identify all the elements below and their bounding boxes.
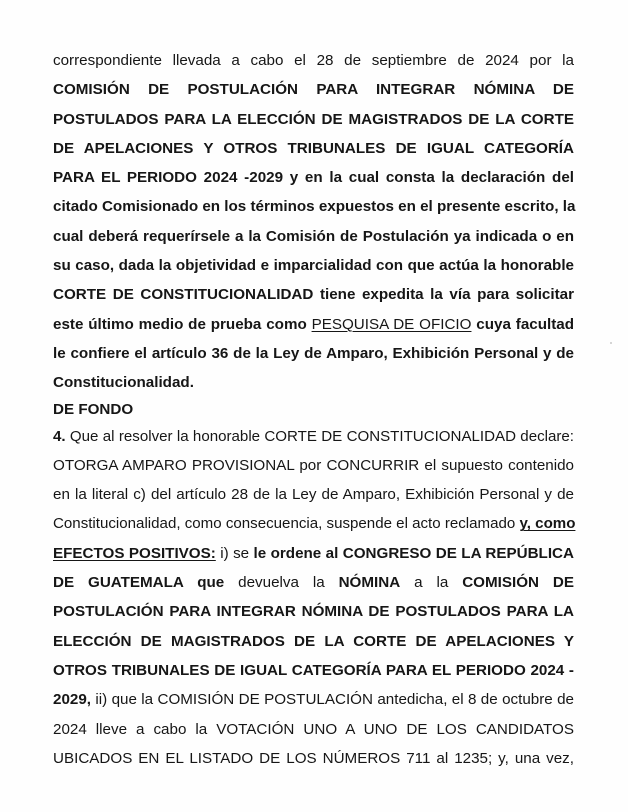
text-line [53, 509, 574, 538]
text-run: en la literal c) del artículo 28 de la Ley de Amparo, Exhibición Personal y de [53, 486, 574, 504]
text-run: i) se [215, 544, 254, 562]
text-line [53, 339, 574, 368]
text-line [53, 685, 574, 714]
bold-text-run: POSTULADOS PARA LA ELECCIÓN DE MAGISTRADOS DE LA CORTE [53, 110, 574, 128]
text-line [53, 105, 574, 134]
bold-text-run: OTROS TRIBUNALES DE IGUAL CATEGORÍA PARA EL PERIODO 2024 - [53, 661, 574, 679]
text-run: Constitucionalidad, como consecuencia, suspende el acto reclamado [53, 515, 520, 533]
underlined-text-run: y, como [519, 515, 576, 533]
text-line [53, 75, 574, 104]
text-line [53, 251, 574, 280]
bold-text-run: COMISIÓN DE POSTULACIÓN PARA INTEGRAR NÓMINA DE [53, 81, 574, 99]
bold-text-run: COMISIÓN DE [462, 574, 574, 592]
text-line [53, 597, 574, 626]
bold-text-run: cual deberá requerírsele a la Comisión de Postulación ya indicada o en [53, 227, 574, 245]
bold-text-run: cuya facultad [471, 315, 574, 333]
text-line [53, 398, 574, 422]
bold-text-run: citado Comisionado en los términos expuestos en el presente escrito, la [53, 198, 576, 216]
bold-text-run: CORTE DE CONSTITUCIONALIDAD tiene expedita la vía para solicitar [53, 286, 574, 304]
bold-text-run: 4. [53, 427, 66, 445]
text-run: Que al resolver la honorable CORTE DE CONSTITUCIONALIDAD declare: [65, 427, 574, 445]
text-run: OTORGA AMPARO PROVISIONAL por CONCURRIR el supuesto contenido [53, 456, 574, 474]
text-line [53, 744, 574, 773]
text-line [53, 310, 574, 339]
text-line [53, 451, 574, 480]
text-line [53, 480, 574, 509]
text-run: ii) que la COMISIÓN DE POSTULACIÓN antedicha, el 8 de octubre de [91, 691, 574, 709]
bold-text-run: su caso, dada la objetividad e imparcialidad con que actúa la honorable [53, 257, 574, 275]
text-line [53, 627, 574, 656]
bold-text-run: DE GUATEMALA que [53, 574, 225, 592]
text-line [53, 163, 574, 192]
text-run: UBICADOS EN EL LISTADO DE LOS NÚMEROS 711 al 1235; y, una vez, [53, 749, 574, 767]
underlined-text-run: PESQUISA DE OFICIO [311, 315, 472, 333]
text-line [53, 280, 574, 309]
text-line [53, 568, 574, 597]
bold-text-run: le confiere el artículo 36 de la Ley de Amparo, Exhibición Personal y de [53, 344, 574, 362]
bold-text-run: 2029, [53, 691, 92, 709]
text-run: correspondiente llevada a cabo el 28 de septiembre de 2024 por la [53, 52, 574, 69]
text-line [53, 222, 574, 251]
bold-text-run: ELECCIÓN DE MAGISTRADOS DE LA CORTE DE APELACIONES Y [53, 632, 574, 650]
bold-text-run: este último medio de prueba como [53, 315, 312, 333]
bold-text-run: DE APELACIONES Y OTROS TRIBUNALES DE IGUAL CATEGORÍA [53, 139, 574, 157]
text-line [53, 539, 574, 568]
text-run: devuelva la [224, 574, 339, 592]
bold-text-run: PARA EL PERIODO 2024 -2029 y en la cual consta la declaración del [53, 169, 574, 187]
text-run: a la [400, 574, 463, 592]
scan-speck [610, 342, 612, 344]
bold-text-run: le ordene al CONGRESO DE LA REPÚBLICA [253, 544, 574, 562]
text-run: 2024 lleve a cabo la VOTACIÓN UNO A UNO DE LOS CANDIDATOS [53, 720, 574, 738]
bold-text-run: NÓMINA [338, 574, 401, 592]
bold-text-run: DE FONDO [53, 400, 134, 418]
bold-text-run: POSTULACIÓN PARA INTEGRAR NÓMINA DE POSTULADOS PARA LA [53, 603, 574, 621]
text-line [53, 656, 574, 685]
text-line [53, 46, 574, 75]
text-line [53, 422, 574, 451]
bold-text-run: Constitucionalidad. [53, 374, 194, 392]
underlined-text-run: EFECTOS POSITIVOS: [53, 544, 216, 562]
document-body [53, 46, 574, 773]
text-line [53, 715, 574, 744]
text-line [53, 192, 574, 221]
text-line [53, 368, 574, 397]
text-line [53, 134, 574, 163]
